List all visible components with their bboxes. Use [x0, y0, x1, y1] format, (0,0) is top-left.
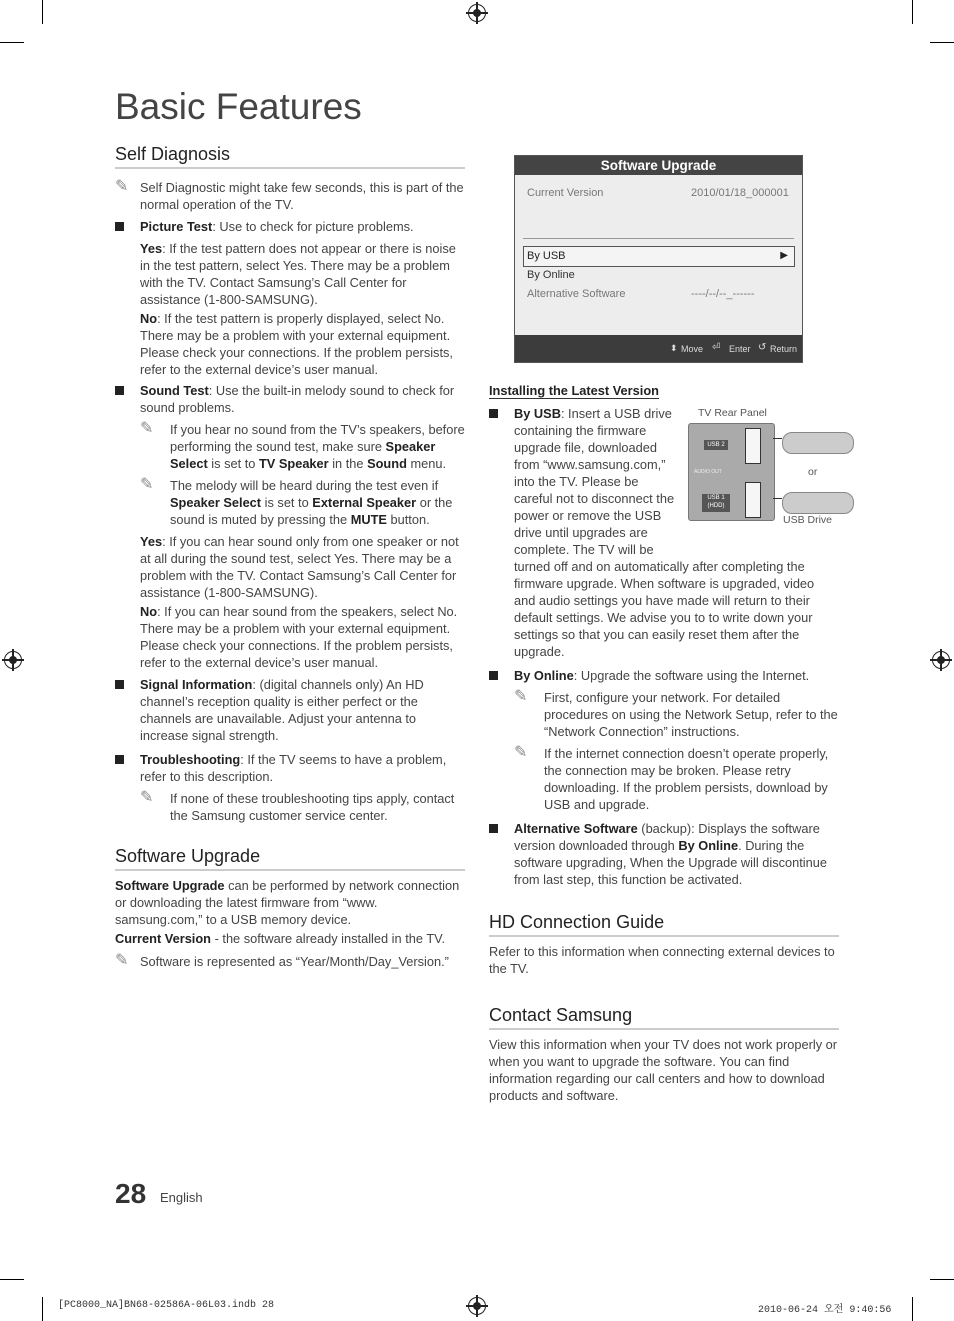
tv-rear-panel [688, 423, 775, 521]
osd-divider [523, 238, 794, 239]
by-usb-item: By USB: Insert a USB drive containing the firmware upgrade file, downloaded from “www.samsung.com,” into the TV. Please be careful not to disconnect the power or remove the USB drive until upgrades are complete. The TV will be turned off and on automatically after completing the firmware upgrade. When software is upgraded, video and audio settings you have made will return to their default settings. We advise you to to write down your settings so that you can easily reset them after the upgrade. [489, 405, 839, 660]
usb-drive-bottom-icon [782, 492, 854, 514]
software-upgrade-heading: Software Upgrade [115, 846, 465, 871]
troubleshooting-item: Troubleshooting: If the TV seems to have a problem, refer to this description. [115, 751, 465, 785]
registration-mark-icon [468, 4, 486, 22]
print-footer-date: 2010-06-24 오전 9:40:56 [758, 1305, 892, 1316]
bullet-icon [115, 222, 124, 231]
crop-mark [930, 42, 954, 43]
self-diagnosis-heading: Self Diagnosis [115, 144, 465, 169]
crop-mark [912, 0, 913, 24]
osd-item-by-online[interactable]: By Online [527, 269, 575, 281]
crop-mark [0, 1279, 24, 1280]
self-diagnosis-note: ✎ Self Diagnostic might take few seconds, this is part of the normal operation of the TV. [115, 178, 464, 212]
page-title: Basic Features [115, 86, 362, 127]
sound-test-note-2: ✎ The melody will be heard during the test even if Speaker Select is set to External Speaker or the sound is muted by pressing the MUTE button. [140, 476, 453, 527]
installing-heading: Installing the Latest Version [489, 383, 659, 398]
picture-test-yes: Yes: If the test pattern does not appear or there is noise in the test pattern, select Yes. There may be a problem with the TV. Contact Samsung’s Call Center for assistance (1-800-SAMSUNG). [140, 241, 456, 307]
right-column [489, 382, 839, 1104]
crop-mark [42, 0, 43, 24]
troubleshooting-note: ✎ If none of these troubleshooting tips apply, contact the Samsung customer service center. [140, 789, 455, 823]
osd-current-version-label: Current Version [527, 187, 604, 199]
note-pencil-icon: ✎ [140, 476, 154, 493]
note-pencil-icon: ✎ [140, 420, 154, 437]
signal-information-item: Signal Information: (digital channels only) An HD channel’s reception quality is either perfect or the channels are unavailable. Adjust your antenna to increase signal strength. [115, 676, 465, 744]
return-icon: ↺ [758, 342, 767, 353]
registration-mark-icon [468, 1297, 486, 1315]
page-number: 28 [115, 1178, 147, 1209]
crop-mark [930, 1279, 954, 1280]
osd-item-by-usb[interactable]: By USB ▶ [523, 246, 795, 267]
usb1-port: USB 1 (HDD) [702, 494, 730, 512]
registration-mark-icon [4, 651, 22, 669]
usb-drive-label: USB Drive [783, 514, 833, 526]
usb-slot-bottom [745, 482, 761, 518]
software-upgrade-note: ✎ Software is represented as “Year/Month/Day_Version.” [115, 952, 449, 969]
sound-test-note-1: ✎ If you hear no sound from the TV’s speakers, before performing the sound test, make sure Speaker Select is set to TV Speaker in the Sound menu. [140, 420, 465, 471]
enter-icon: ⏎ [712, 342, 721, 353]
bullet-icon [115, 386, 124, 395]
osd-footer: ⬍ Move ⏎ Enter ↺ Return [515, 335, 802, 362]
move-icon: ⬍ [670, 343, 678, 353]
bullet-icon [115, 680, 124, 689]
note-pencil-icon: ✎ [514, 688, 528, 705]
hd-connection-guide-heading: HD Connection Guide [489, 912, 839, 937]
crop-mark [0, 42, 24, 43]
by-online-item: By Online: Upgrade the software using the Internet. [489, 667, 839, 684]
contact-samsung-heading: Contact Samsung [489, 1005, 839, 1030]
left-column [115, 144, 465, 970]
usb-cable-bottom [773, 498, 782, 499]
picture-test-item: Picture Test: Use to check for picture problems. [115, 218, 465, 235]
sound-test-no: No: If you can hear sound from the speakers, select No. There may be a problem with your external equipment. Please check your connections. If the problem persists, refer to the external device’s user manual. [140, 604, 458, 670]
osd-title: Software Upgrade [515, 156, 802, 175]
sound-test-yes: Yes: If you can hear sound only from one speaker or not at all during the sound test, select Yes. There may be a problem with the TV. Contact Samsung’s Call Center for assistance (1-800-SAMSUNG). [140, 534, 459, 600]
crop-mark [912, 1297, 913, 1321]
software-upgrade-intro: Software Upgrade can be performed by network connection or downloading the latest firmware from “www. samsung.com,” to a USB memory device. [115, 878, 460, 927]
bullet-icon [115, 755, 124, 764]
by-online-note-2: ✎ If the internet connection doesn’t operate properly, the connection may be broken. Please retry downloading. If the problem persists, download by USB and upgrade. [514, 744, 829, 812]
note-pencil-icon: ✎ [140, 789, 154, 806]
bullet-icon [489, 409, 498, 418]
usb-slot-top [745, 428, 761, 464]
usb2-port: USB 2 [704, 440, 728, 450]
usb-drive-top-icon [782, 432, 854, 454]
picture-test-no: No: If the test pattern is properly displayed, select No. There may be a problem with your external equipment. Please check your connections. If the problem persists, refer to the external device’s user manual. [140, 311, 453, 377]
tv-rear-panel-label: TV Rear Panel [698, 407, 767, 419]
crop-mark [42, 1297, 43, 1321]
note-pencil-icon: ✎ [115, 178, 129, 195]
note-pencil-icon: ✎ [514, 744, 528, 761]
osd-item-alternative-software[interactable]: Alternative Software [527, 288, 626, 300]
registration-mark-icon [932, 651, 950, 669]
alternative-software-item: Alternative Software (backup): Displays the software version downloaded through By Online. During the software upgrading, When the Upgrade will discontinue from last step, this function be activated. [489, 820, 839, 888]
note-pencil-icon: ✎ [115, 952, 129, 969]
contact-samsung-text: View this information when your TV does not work properly or when you want to upgrade the software. You can find information regarding our call centers and how to download products and software. [489, 1037, 838, 1103]
or-label: or [808, 466, 818, 478]
hd-connection-guide-text: Refer to this information when connecting external devices to the TV. [489, 944, 835, 976]
osd-alternative-value: ----/--/--_------ [691, 288, 755, 300]
current-version-text: Current Version - the software already installed in the TV. [115, 931, 446, 946]
print-footer-file: [PC8000_NA]BN68-02586A-06L03.indb 28 [58, 1300, 275, 1311]
bullet-icon [489, 824, 498, 833]
software-upgrade-osd [514, 155, 803, 363]
osd-current-version-value: 2010/01/18_000001 [691, 187, 789, 199]
usb-cable-top [773, 438, 782, 439]
bullet-icon [489, 671, 498, 680]
audio-out-port: AUDIO OUT [694, 469, 722, 475]
sound-test-item: Sound Test: Use the built-in melody sound to check for sound problems. [115, 382, 465, 416]
by-online-note-1: ✎ First, configure your network. For detailed procedures on using the Network Setup, refer to the “Network Connection” instructions. [514, 688, 838, 739]
page-language: English [160, 1190, 203, 1205]
right-arrow-icon: ▶ [780, 250, 788, 261]
